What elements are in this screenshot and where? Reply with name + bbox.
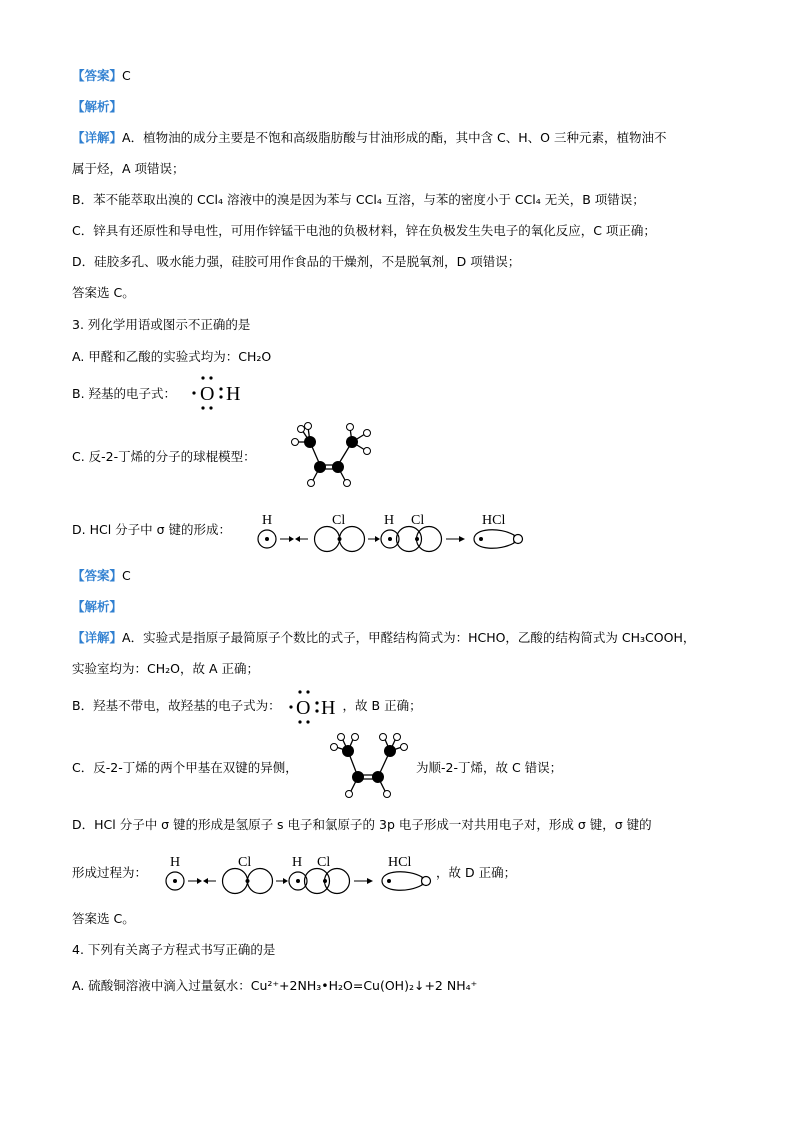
- detail-b-post: ，故 B 正确；: [342, 698, 422, 713]
- q3-detail-d: D．HCl 分子中 σ 键的形成是氢原子 s 电子和氯原子的 3p 电子形成一对共用电子对，形成 σ 键，σ 键的: [72, 817, 652, 832]
- answer-value: C: [122, 68, 131, 83]
- cl-electron: [246, 879, 250, 883]
- q3-option-a: A. 甲醛和乙酸的实验式均为：CH₂O: [72, 349, 272, 364]
- q2-detail-c: C．锌具有还原性和导电性，可用作锌锰干电池的负极材料，锌在负极发生失电子的氧化反应，C 项正确；: [72, 223, 656, 238]
- oxygen-symbol: O: [295, 696, 311, 719]
- hcl-electron: [479, 537, 483, 541]
- hydrogen-atom: [298, 426, 305, 433]
- q3-stem: 3. 列化学用语或图示不正确的是: [72, 317, 251, 332]
- carbon-atom: [314, 461, 326, 473]
- q2-analysis-tag: 【解析】: [72, 99, 123, 114]
- hydrogen-atom: [346, 791, 353, 798]
- detail-tag: 【详解】: [72, 130, 123, 145]
- ball-stick-model-cis: [324, 733, 414, 799]
- q2-detail-d: D．硅胶多孔、吸水能力强，硅胶可用作食品的干燥剂，不是脱氧剂，D 项错误；: [72, 254, 521, 269]
- cl-orbital-right: [417, 527, 442, 552]
- answer-tag: 【答案】: [72, 68, 123, 83]
- h-electron: [388, 537, 392, 541]
- cl-orbital-left: [315, 527, 340, 552]
- carbon-atom: [372, 771, 384, 783]
- cl-orbital-left: [223, 869, 248, 894]
- carbon-atom: [346, 436, 358, 448]
- q4-stem: 4. 下列有关离子方程式书写正确的是: [72, 942, 276, 957]
- q3-detail-a-1: [72, 629, 695, 647]
- carbon-atom: [304, 436, 316, 448]
- q2-detail-a-1: [72, 129, 666, 147]
- electron-dot: [201, 406, 204, 409]
- hydroxyl-electron-formula-small: [285, 687, 339, 727]
- h-electron: [296, 879, 300, 883]
- electron-dot: [298, 690, 301, 693]
- sigma-bond-diagram-d: [252, 508, 532, 556]
- h-label: H: [292, 855, 303, 870]
- cl-orbital-right: [248, 869, 273, 894]
- cl-orbital-right: [325, 869, 350, 894]
- answer-value: C: [122, 568, 131, 583]
- arrow-right-head: [367, 878, 373, 884]
- q2-answer: [72, 67, 131, 85]
- electron-dot: [192, 391, 195, 394]
- q2-conclusion: 答案选 C。: [72, 285, 135, 300]
- h-label: H: [262, 513, 273, 528]
- h-label: H: [170, 855, 181, 870]
- hydrogen-symbol: H: [320, 696, 336, 719]
- answer-tag: 【答案】: [72, 568, 123, 583]
- electron-dot: [315, 709, 318, 712]
- electron-dot: [298, 720, 301, 723]
- hydrogen-atom: [338, 734, 345, 741]
- h-electron: [173, 879, 177, 883]
- cl-label: Cl: [238, 855, 252, 870]
- q3-analysis-tag: 【解析】: [72, 599, 123, 614]
- cl-label: Cl: [411, 513, 425, 528]
- hydroxyl-electron-formula: [188, 373, 250, 413]
- arrow-right-head: [289, 536, 294, 542]
- h-electron: [265, 537, 269, 541]
- carbon-atom: [332, 461, 344, 473]
- hydrogen-atom: [305, 423, 312, 430]
- carbon-atom: [352, 771, 364, 783]
- carbon-atom: [342, 745, 354, 757]
- hcl-electron: [387, 879, 391, 883]
- hydrogen-atom: [384, 791, 391, 798]
- oxygen-symbol: O: [200, 383, 215, 405]
- q3-option-c: C. 反-2-丁烯的分子的球棍模型：: [72, 449, 256, 464]
- electron-dot: [315, 701, 318, 704]
- q2-detail-b: B．苯不能萃取出溴的 CCl₄ 溶液中的溴是因为苯与 CCl₄ 互溶，与苯的密度小于 CCl₄ 无关，B 项错误；: [72, 192, 645, 207]
- hydrogen-atom: [394, 734, 401, 741]
- cl-orbital-right: [340, 527, 365, 552]
- electron-dot: [219, 387, 222, 390]
- arrow-right-head: [459, 536, 465, 542]
- cl-label: Cl: [317, 855, 331, 870]
- hydrogen-atom: [401, 744, 408, 751]
- cl-electron: [415, 537, 419, 541]
- q3-detail-c-post: 为顺-2-丁烯，故 C 错误；: [416, 760, 563, 775]
- detail-b-pre: B．羟基不带电，故羟基的电子式为：: [72, 698, 281, 713]
- q3-option-b: B. 羟基的电子式：: [72, 386, 177, 401]
- carbon-atom: [384, 745, 396, 757]
- electron-dot: [209, 376, 212, 379]
- q2-detail-a-2: 属于烃，A 项错误；: [72, 161, 185, 176]
- hydrogen-atom: [380, 734, 387, 741]
- electron-dot: [306, 690, 309, 693]
- hydrogen-symbol: H: [226, 383, 241, 405]
- cl-label: Cl: [332, 513, 346, 528]
- hcl-small-lobe: [514, 535, 523, 544]
- arrow-right-head: [283, 878, 288, 884]
- detail-tag: 【详解】: [72, 630, 123, 645]
- hydrogen-atom: [347, 424, 354, 431]
- electron-dot: [306, 720, 309, 723]
- q3-detail-a-2: 实验室均为：CH₂O，故 A 正确；: [72, 661, 259, 676]
- hydrogen-atom: [344, 480, 351, 487]
- electron-dot: [219, 395, 222, 398]
- hydrogen-atom: [364, 448, 371, 455]
- h-label: H: [384, 513, 395, 528]
- sigma-bond-diagram-detail: [160, 850, 438, 898]
- ball-stick-model-c: [282, 422, 378, 488]
- hydrogen-atom: [364, 430, 371, 437]
- detail-text: A．实验式是指原子最简原子个数比的式子，甲醛结构简式为：HCHO，乙酸的结构简式为 CH₃COOH，: [122, 630, 696, 645]
- hydrogen-atom: [352, 734, 359, 741]
- q3-detail-c-pre: C．反-2-丁烯的两个甲基在双键的异侧，: [72, 760, 298, 775]
- hcl-label: HCl: [388, 855, 412, 870]
- arrow-right-head: [375, 536, 380, 542]
- q3-detail-d-post: ，故 D 正确；: [436, 865, 517, 880]
- cl-electron: [338, 537, 342, 541]
- electron-dot: [209, 406, 212, 409]
- hydrogen-atom: [308, 480, 315, 487]
- q4-option-a: A. 硫酸铜溶液中滴入过量氨水：Cu²⁺+2NH₃•H₂O=Cu(OH)₂↓+2 NH₄⁺: [72, 978, 478, 993]
- hydrogen-atom: [331, 744, 338, 751]
- cl-electron: [323, 879, 327, 883]
- q3-answer: [72, 567, 131, 585]
- q3-detail-b: [72, 696, 422, 719]
- arrow-right-head: [197, 878, 202, 884]
- q3-conclusion: 答案选 C。: [72, 911, 135, 926]
- electron-dot: [289, 705, 292, 708]
- hcl-small-lobe: [422, 877, 431, 886]
- electron-dot: [201, 376, 204, 379]
- hcl-label: HCl: [482, 513, 506, 528]
- q3-detail-d-pre: 形成过程为：: [72, 865, 148, 880]
- detail-text: A．植物油的成分主要是不饱和高级脂肪酸与甘油形成的酯，其中含 C、H、O 三种元素，植物油不: [122, 130, 667, 145]
- arrow-left-head: [203, 878, 208, 884]
- hydrogen-atom: [292, 439, 299, 446]
- arrow-left-head: [295, 536, 300, 542]
- q3-option-d: D. HCl 分子中 σ 键的形成：: [72, 522, 232, 537]
